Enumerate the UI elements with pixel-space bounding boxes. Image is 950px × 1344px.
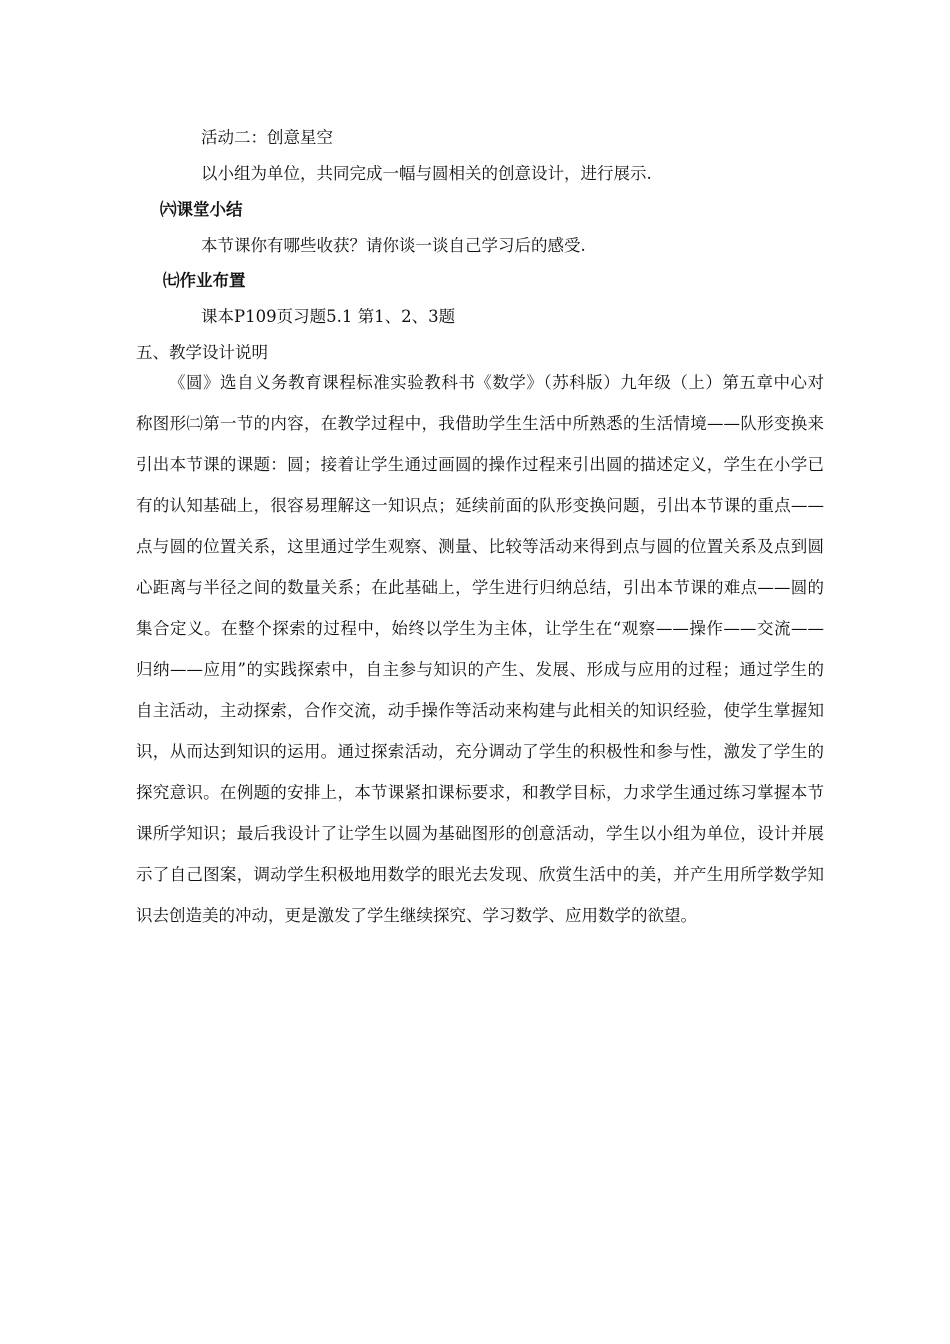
paragraph-line: 点与圆的位置关系，这里通过学生观察、测量、比较等活动来得到点与圆的位置关系及点到圆	[136, 537, 824, 556]
homework-text: 课本P109页习题5.1 第1、2、3题	[201, 307, 456, 326]
activity2-text: 以小组为单位，共同完成一幅与圆相关的创意设计，进行展示.	[201, 164, 652, 183]
paragraph-line: 集合定义。在整个探索的过程中，始终以学生为主体，让学生在“观察——操作——交流——	[136, 619, 824, 638]
paragraph-line: 自主活动，主动探索，合作交流，动手操作等活动来构建与此相关的知识经验，使学生掌握知	[136, 701, 824, 720]
design-note-paragraph	[136, 372, 824, 946]
design-note-heading: 五、教学设计说明	[136, 343, 268, 362]
summary-heading: ㈥课堂小结	[160, 200, 243, 219]
paragraph-line: 有的认知基础上，很容易理解这一知识点；延续前面的队形变换问题，引出本节课的重点——	[136, 496, 824, 515]
paragraph-line: 称图形㈡第一节的内容，在教学过程中，我借助学生生活中所熟悉的生活情境——队形变换来	[136, 414, 824, 433]
homework-heading: ㈦作业布置	[163, 271, 246, 290]
paragraph-line: 示了自己图案，调动学生积极地用数学的眼光去发现、欣赏生活中的美，并产生用所学数学知	[136, 865, 824, 884]
paragraph-line: 《圆》选自义务教育课程标准实验教科书《数学》（苏科版）九年级（上）第五章中心对	[169, 373, 824, 392]
paragraph-line: 心距离与半径之间的数量关系；在此基础上，学生进行归纳总结，引出本节课的难点——圆的	[136, 578, 824, 597]
paragraph-line: 归纳——应用”的实践探索中，自主参与知识的产生、发展、形成与应用的过程；通过学生的	[136, 660, 824, 679]
activity2-title: 活动二：创意星空	[201, 128, 333, 147]
paragraph-line: 识，从而达到知识的运用。通过探索活动，充分调动了学生的积极性和参与性，激发了学生的	[136, 742, 824, 761]
paragraph-line: 探究意识。在例题的安排上，本节课紧扣课标要求，和教学目标，力求学生通过练习掌握本节	[136, 783, 824, 802]
paragraph-line: 识去创造美的冲动，更是激发了学生继续探究、学习数学、应用数学的欲望。	[136, 906, 697, 925]
paragraph-line: 课所学知识；最后我设计了让学生以圆为基础图形的创意活动，学生以小组为单位，设计并展	[136, 824, 824, 843]
paragraph-line: 引出本节课的课题：圆；接着让学生通过画圆的操作过程来引出圆的描述定义，学生在小学已	[136, 455, 824, 474]
summary-text: 本节课你有哪些收获？请你谈一谈自己学习后的感受.	[201, 236, 586, 255]
